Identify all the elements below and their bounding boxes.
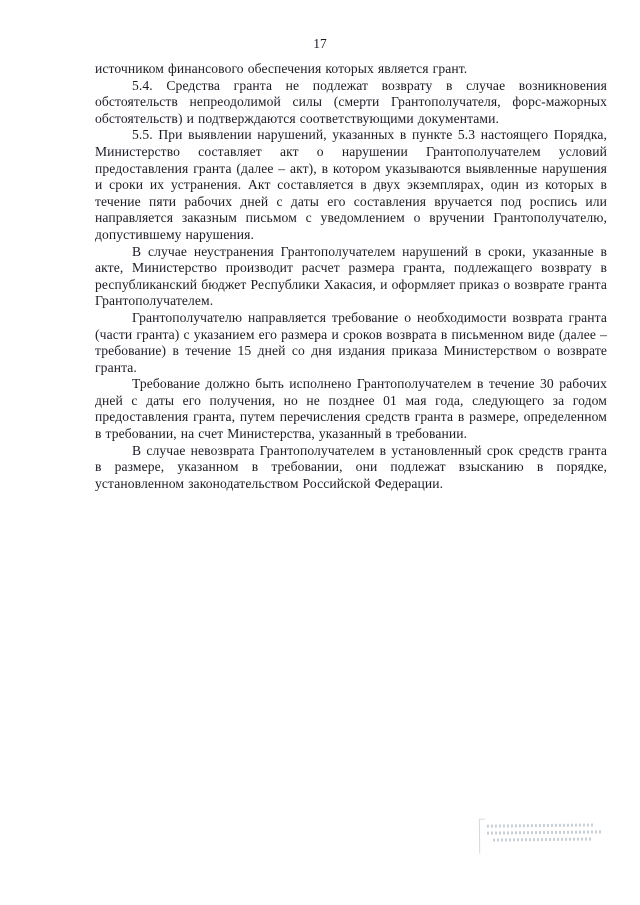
stamp <box>487 819 607 845</box>
paragraph: источником финансового обеспечения которых является грант. <box>95 61 468 76</box>
page-number: 17 <box>313 36 327 51</box>
stamp-line <box>493 838 593 842</box>
paragraph: 5.5. При выявлении нарушений, указанных в пункте 5.3 настоящего Порядка, Министерство составляет акт о нарушении Грантополучателем условий предоставления гранта (далее – акт), в котором указываются выявленные нарушения и сроки их устранения. Акт составляется в двух экземплярах, один из которых в течение пяти рабочих дней с даты его составления вручается под роспись или направляется заказным письмом с уведомлением о вручении Грантополучателю, допустившему нарушения. <box>95 127 607 242</box>
document-body <box>95 61 607 492</box>
paragraph: Грантополучателю направляется требование о необходимости возврата гранта (части гранта) с указанием его размера и сроков возврата в письменном виде (далее – требование) в течение 15 дней со дня издания приказа Министерством о возврате гранта. <box>95 309 607 375</box>
paragraph: В случае неустранения Грантополучателем нарушений в сроки, указанные в акте, Министерство производит расчет размера гранта, подлежащего возврату в республиканский бюджет Республики Хакасия, и оформляет приказ о возврате гранта Грантополучателем. <box>95 243 607 309</box>
paragraph: 5.4. Средства гранта не подлежат возврату в случае возникновения обстоятельств непреодолимой силы (смерти Грантополучателя, форс-мажорных обстоятельств) и подтверждаются соответствующими документами. <box>95 77 607 126</box>
stamp-line <box>487 830 601 834</box>
paragraph: Требование должно быть исполнено Грантополучателем в течение 30 рабочих дней с даты его получения, но не позднее 01 мая года, следующего за годом предоставления гранта, путем перечисления средств гранта в размере, определенном в требовании, на счет Министерства, указанный в требовании. <box>95 376 607 442</box>
stamp-line <box>487 823 595 827</box>
paragraph: В случае невозврата Грантополучателем в установленный срок средств гранта в размере, указанном в требовании, они подлежат взысканию в порядке, установленном законодательством Российской Федерации. <box>95 442 607 491</box>
stamp-bracket <box>479 819 485 854</box>
